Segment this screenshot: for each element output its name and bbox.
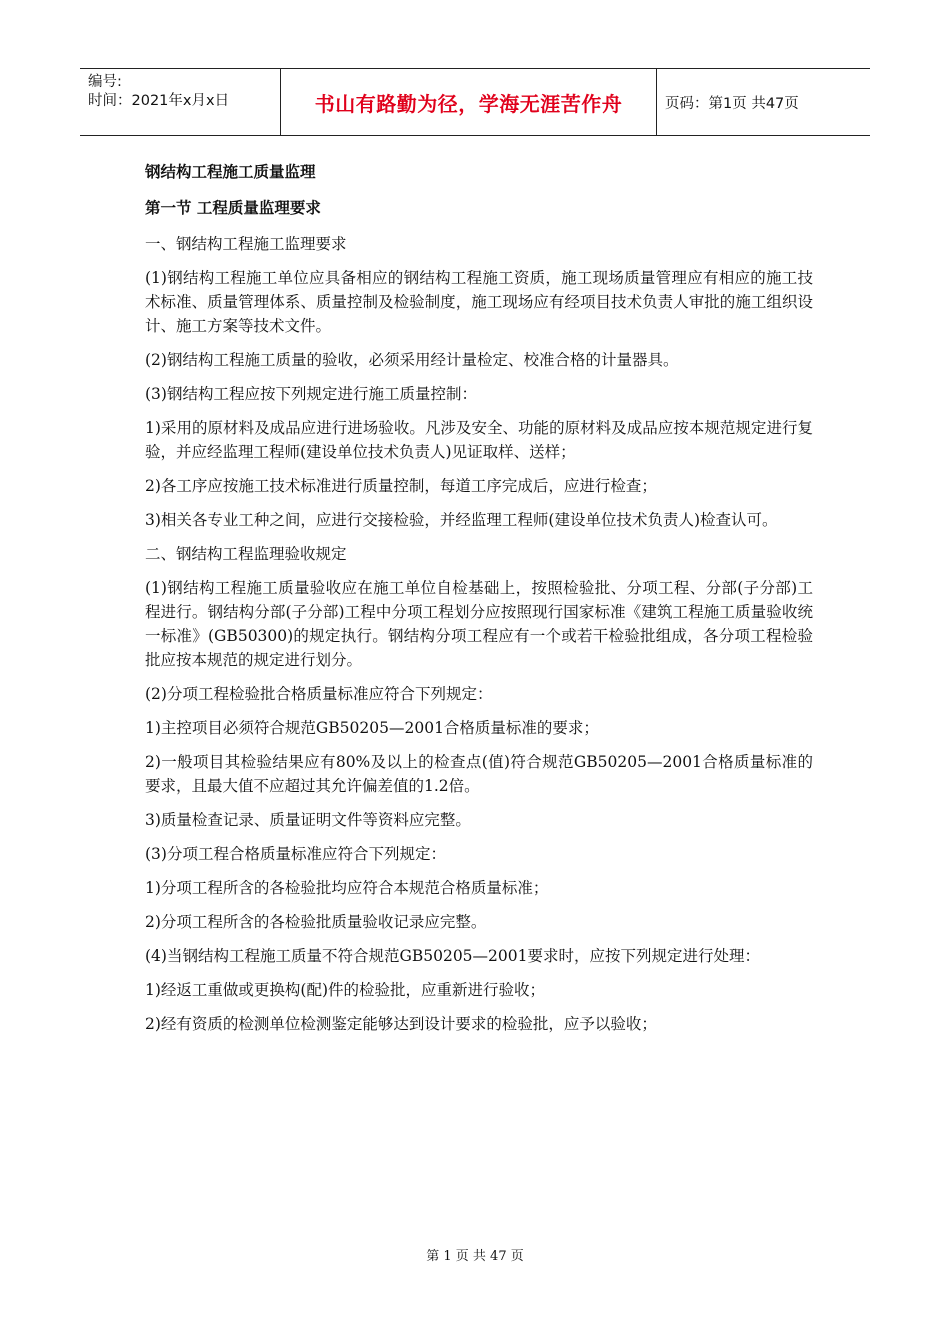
- paragraph: (1)钢结构工程施工单位应具备相应的钢结构工程施工资质，施工现场质量管理应有相应的施工技术标准、质量管理体系、质量控制及检验制度，施工现场应有经项目技术负责人审批的施工组织设计、施工方案等技术文件。: [145, 269, 813, 335]
- paragraph: (1)钢结构工程施工质量验收应在施工单位自检基础上，按照检验批、分项工程、分部(子分部)工程进行。钢结构分部(子分部)工程中分项工程划分应按照现行国家标准《建筑工程施工质量验收统一标准》(GB50300)的规定执行。钢结构分项工程应有一个或若干检验批组成，各分项工程检验批应按本规范的规定进行划分。: [145, 579, 813, 669]
- paragraph: 2)一般项目其检验结果应有80%及以上的检查点(值)符合规范GB50205—2001合格质量标准的要求，且最大值不应超过其允许偏差值的1.2倍。: [145, 753, 813, 795]
- paragraph: (3)钢结构工程应按下列规定进行施工质量控制：: [145, 385, 477, 403]
- paragraph: 2)经有资质的检测单位检测鉴定能够达到设计要求的检验批，应予以验收；: [145, 1015, 657, 1033]
- document-title: 钢结构工程施工质量监理: [145, 163, 316, 181]
- paragraph: 2)各工序应按施工技术标准进行质量控制，每道工序完成后，应进行检查；: [145, 477, 657, 495]
- document-body: [145, 160, 813, 1046]
- paragraph: 2)分项工程所含的各检验批质量验收记录应完整。: [145, 913, 487, 931]
- paragraph: 3)质量检查记录、质量证明文件等资料应完整。: [145, 811, 471, 829]
- paragraph-list: [145, 232, 813, 1036]
- paragraph: 二、钢结构工程监理验收规定: [145, 545, 347, 563]
- header-motto: 书山有路勤为径，学海无涯苦作舟: [281, 69, 657, 135]
- paragraph: (3)分项工程合格质量标准应符合下列规定：: [145, 845, 446, 863]
- section-heading: 第一节 工程质量监理要求: [145, 199, 321, 217]
- page-footer: 第 1 页 共 47 页: [426, 1249, 524, 1264]
- header-page-info: 页码：第1页 共47页: [665, 95, 799, 112]
- paragraph: 3)相关各专业工种之间，应进行交接检验，并经监理工程师(建设单位技术负责人)检查认可。: [145, 511, 778, 529]
- time-label: 时间：2021年x月x日: [88, 93, 230, 109]
- header-meta: [80, 69, 281, 135]
- paragraph: 1)经返工重做或更换构(配)件的检验批，应重新进行验收；: [145, 981, 546, 999]
- paragraph: 1)分项工程所含的各检验批均应符合本规范合格质量标准；: [145, 879, 549, 897]
- number-label: 编号:: [88, 74, 122, 90]
- paragraph: (2)分项工程检验批合格质量标准应符合下列规定：: [145, 685, 493, 703]
- paragraph: 一、钢结构工程施工监理要求: [145, 235, 347, 253]
- paragraph: (4)当钢结构工程施工质量不符合规范GB50205—2001要求时，应按下列规定进行处理：: [145, 947, 760, 965]
- paragraph: 1)主控项目必须符合规范GB50205—2001合格质量标准的要求；: [145, 719, 599, 737]
- page-header: [80, 68, 870, 136]
- paragraph: (2)钢结构工程施工质量的验收，必须采用经计量检定、校准合格的计量器具。: [145, 351, 679, 369]
- paragraph: 1)采用的原材料及成品应进行进场验收。凡涉及安全、功能的原材料及成品应按本规范规定进行复验，并应经监理工程师(建设单位技术负责人)见证取样、送样；: [145, 419, 813, 461]
